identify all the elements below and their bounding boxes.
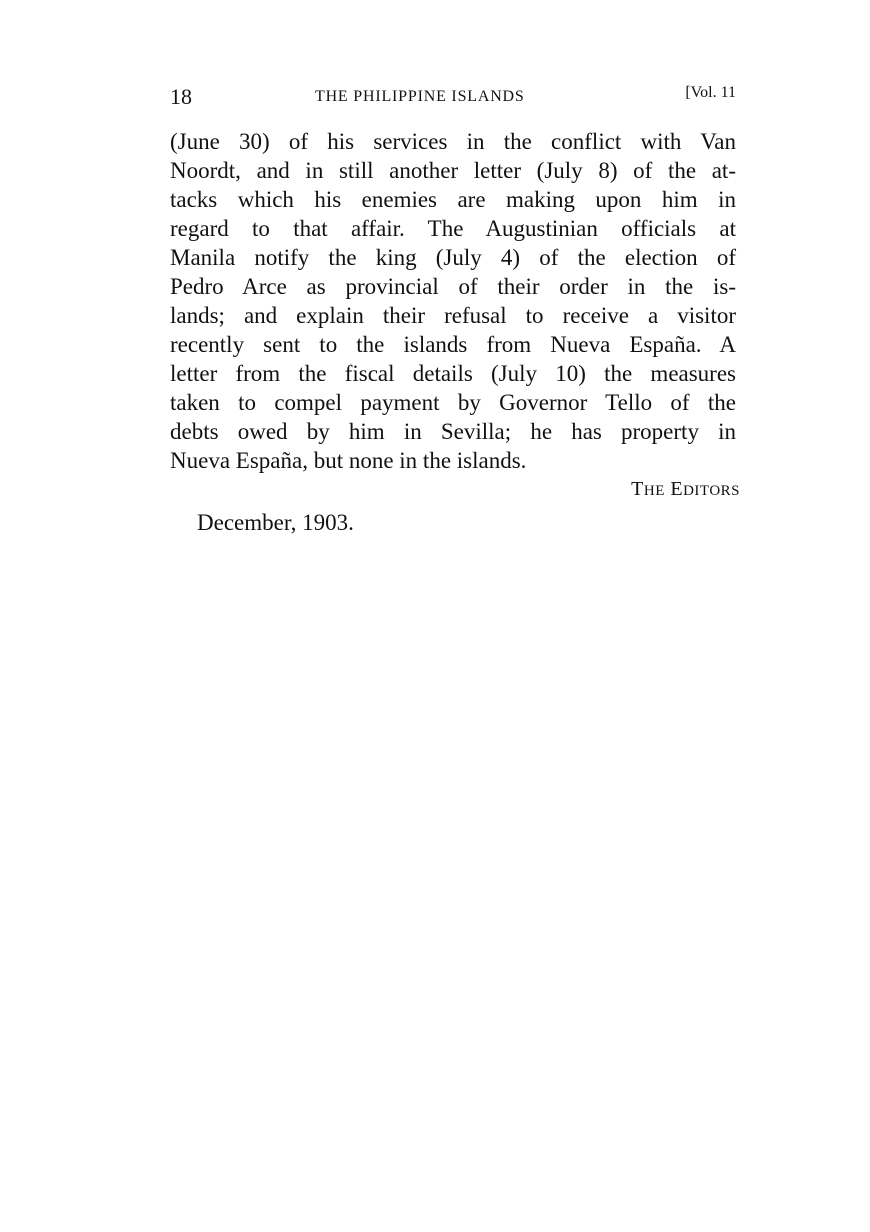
body-paragraph — [170, 127, 736, 475]
volume-label: [Vol. 11 — [685, 84, 736, 101]
body-line: tacks which his enemies are making upon him in — [170, 187, 736, 212]
body-line: debts owed by him in Sevilla; he has property in — [170, 419, 736, 444]
signature-initial: T — [631, 478, 644, 500]
body-line: Noordt, and in still another letter (July 8) of the at- — [170, 158, 736, 183]
dateline: December, 1903. — [197, 510, 354, 535]
body-line: regard to that affair. The Augustinian officials at — [170, 216, 736, 241]
body-line: letter from the fiscal details (July 10) the measures — [170, 361, 736, 386]
body-line: Nueva España, but none in the islands. — [170, 448, 527, 473]
body-line: Manila notify the king (July 4) of the election of — [170, 245, 736, 270]
body-line: Pedro Arce as provincial of their order in the is- — [170, 274, 736, 299]
body-line: lands; and explain their refusal to receive a visitor — [170, 303, 736, 328]
signature-initial: E — [670, 478, 684, 500]
running-head — [170, 84, 740, 114]
page-number: 18 — [170, 84, 192, 109]
running-title: THE PHILIPPINE ISLANDS — [315, 88, 525, 105]
body-line: (June 30) of his services in the conflict with Van — [170, 129, 736, 154]
signature-smallcaps: HE — [643, 483, 665, 499]
signature-smallcaps: DITORS — [683, 483, 740, 499]
body-line: recently sent to the islands from Nueva España. A — [170, 332, 736, 357]
body-line: taken to compel payment by Governor Tello of the — [170, 390, 736, 415]
editors-signature — [631, 478, 740, 501]
